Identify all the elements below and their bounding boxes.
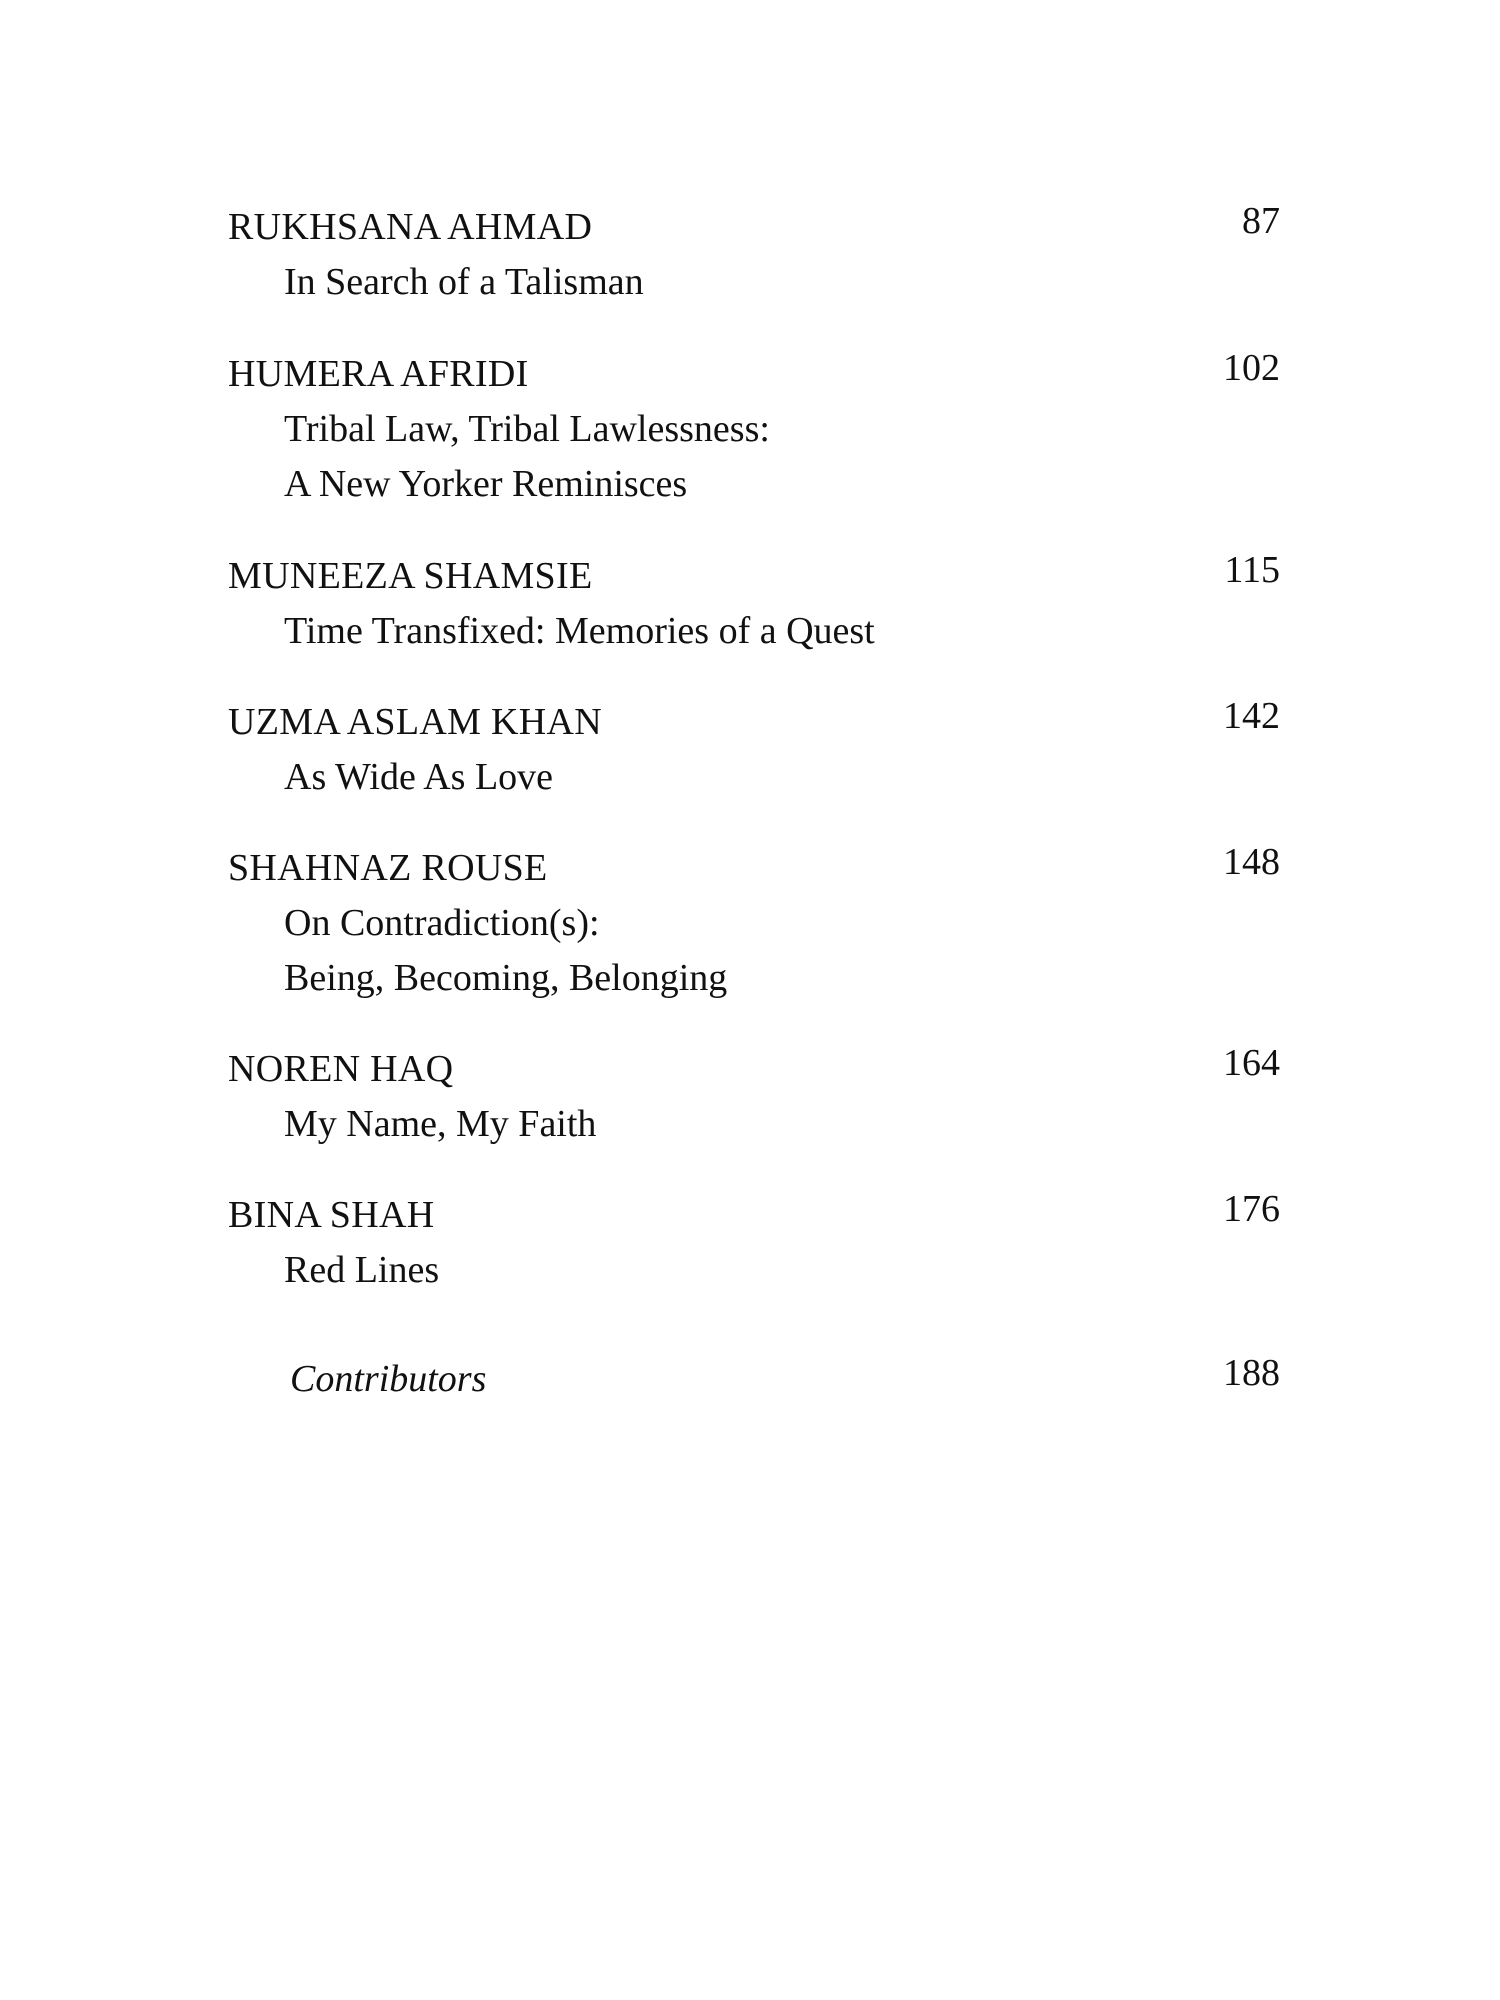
entry-title-line: As Wide As Love — [284, 756, 554, 798]
entry-author: MUNEEZA SHAMSIE — [228, 555, 593, 597]
entry-page-number: 142 — [1223, 695, 1280, 737]
entry-title-line: Time Transfixed: Memories of a Quest — [284, 610, 875, 652]
entry-title-line: Red Lines — [284, 1249, 440, 1291]
entry-title-line: My Name, My Faith — [284, 1103, 597, 1145]
entry-title-line: A New Yorker Reminisces — [284, 463, 688, 505]
entry-author: NOREN HAQ — [228, 1048, 454, 1090]
entry-author: RUKHSANA AHMAD — [228, 206, 593, 248]
entry-page-number: 148 — [1223, 841, 1280, 883]
entry-page-number: 164 — [1223, 1042, 1280, 1084]
entry-author: SHAHNAZ ROUSE — [228, 847, 548, 889]
entry-page-number: 87 — [1242, 200, 1280, 242]
entry-page-number: 188 — [1223, 1352, 1280, 1394]
entry-author: BINA SHAH — [228, 1194, 435, 1236]
entry-title-line: In Search of a Talisman — [284, 261, 644, 303]
entry-title-line: Being, Becoming, Belonging — [284, 957, 728, 999]
entry-author: UZMA ASLAM KHAN — [228, 701, 602, 743]
entry-author: HUMERA AFRIDI — [228, 353, 529, 395]
entry-title-line: On Contradiction(s): — [284, 902, 600, 944]
entry-page-number: 115 — [1224, 549, 1280, 591]
entry-page-number: 102 — [1223, 347, 1280, 389]
entry-page-number: 176 — [1223, 1188, 1280, 1230]
contributors-label: Contributors — [290, 1358, 487, 1400]
entry-title-line: Tribal Law, Tribal Lawlessness: — [284, 408, 770, 450]
